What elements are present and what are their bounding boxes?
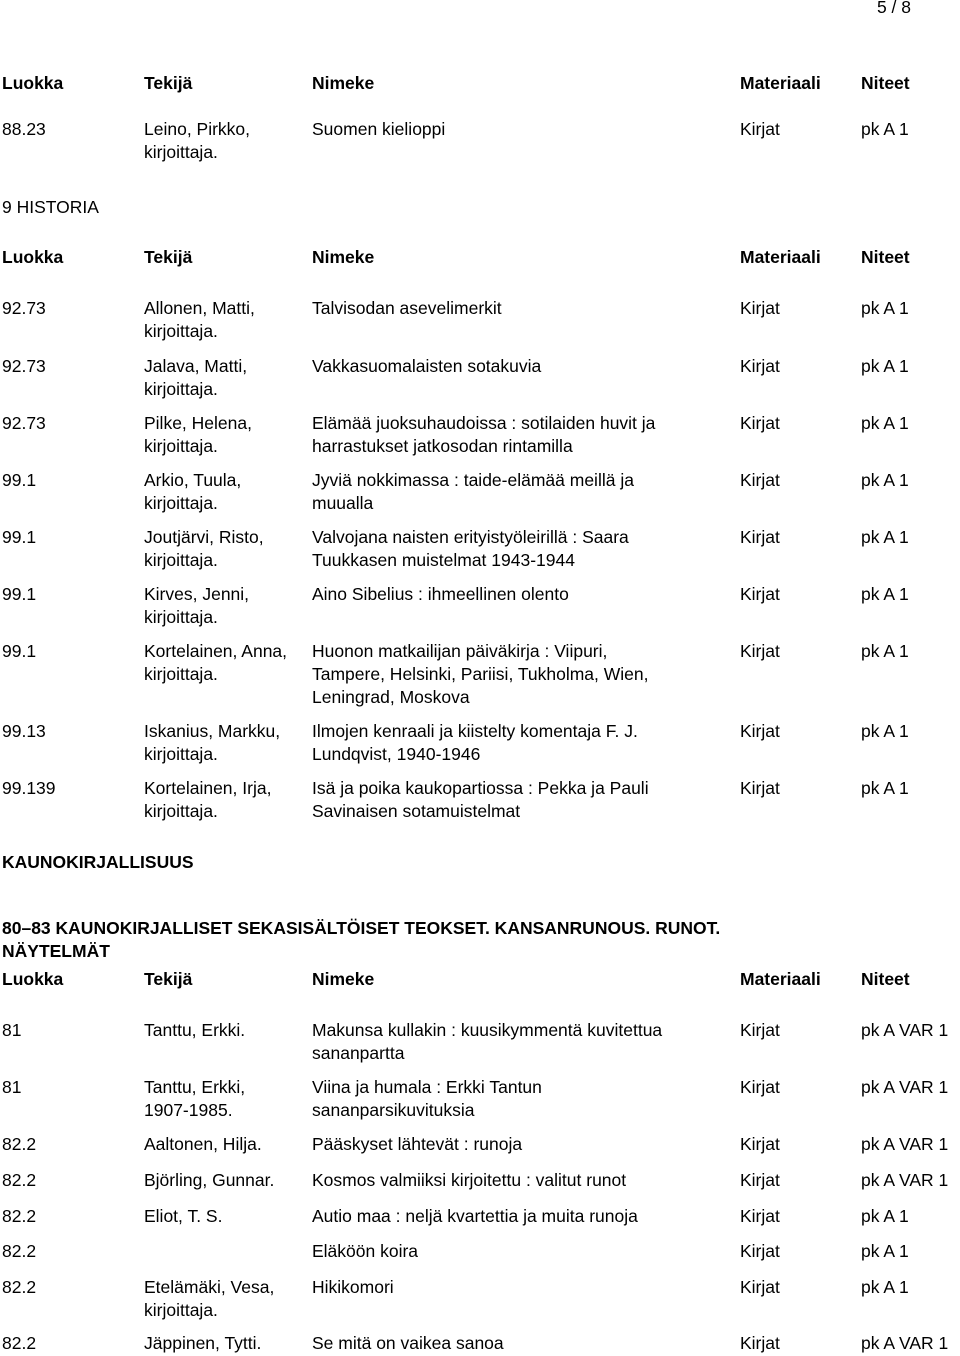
cell-nimeke-line: Tuukkasen muistelmat 1943-1944: [312, 550, 575, 570]
header-tekija: Tekijä: [144, 73, 193, 93]
cell-niteet: pk A 1: [861, 119, 909, 139]
cell-tekija-line: kirjoittaja.: [144, 550, 218, 570]
cell-tekija-line: Björling, Gunnar.: [144, 1170, 275, 1190]
cell-nimeke-line: sananpartta: [312, 1043, 405, 1063]
cell-materiaali: Kirjat: [740, 641, 780, 661]
cell-niteet: pk A 1: [861, 721, 909, 741]
cell-nimeke-line: Viina ja humala : Erkki Tantun: [312, 1077, 542, 1097]
cell-materiaali: Kirjat: [740, 527, 780, 547]
cell-nimeke-line: Suomen kielioppi: [312, 119, 446, 139]
cell-tekija: [144, 1169, 274, 1192]
cell-nimeke-line: Savinaisen sotamuistelmat: [312, 801, 521, 821]
cell-nimeke-line: Tampere, Helsinki, Pariisi, Tukholma, Wien,: [312, 664, 649, 684]
cell-tekija-line: Arkio, Tuula,: [144, 470, 242, 490]
cell-tekija: [144, 1019, 245, 1042]
cell-tekija: [144, 640, 287, 686]
cell-tekija-line: kirjoittaja.: [144, 321, 218, 341]
cell-materiaali: Kirjat: [740, 1170, 780, 1190]
header-tekija: Tekijä: [144, 247, 193, 267]
cell-nimeke: [312, 1019, 662, 1065]
cell-tekija-line: kirjoittaja.: [144, 801, 218, 821]
cell-nimeke: [312, 412, 655, 458]
cell-materiaali: Kirjat: [740, 1277, 780, 1297]
cell-niteet: pk A 1: [861, 1206, 909, 1226]
cell-niteet: pk A 1: [861, 413, 909, 433]
cell-tekija: [144, 583, 249, 629]
cell-nimeke: [312, 469, 634, 515]
cell-nimeke-line: muualla: [312, 493, 374, 513]
cell-nimeke-line: Jyviä nokkimassa : taide-elämää meillä ja: [312, 470, 634, 490]
cell-luokka: 99.1: [2, 584, 37, 604]
header-nimeke: Nimeke: [312, 247, 375, 267]
cell-nimeke: [312, 1133, 522, 1156]
cell-tekija-line: kirjoittaja.: [144, 664, 218, 684]
cell-niteet: pk A 1: [861, 356, 909, 376]
cell-tekija-line: Leino, Pirkko,: [144, 119, 251, 139]
cell-nimeke-line: Lundqvist, 1940-1946: [312, 744, 481, 764]
cell-nimeke-line: Eläköön koira: [312, 1241, 419, 1261]
cell-nimeke-line: Kosmos valmiiksi kirjoitettu : valitut runot: [312, 1170, 627, 1190]
cell-nimeke-line: Hikikomori: [312, 1277, 394, 1297]
cell-niteet: pk A 1: [861, 778, 909, 798]
cell-tekija: [144, 412, 252, 458]
header-luokka: Luokka: [2, 969, 64, 989]
cell-materiaali: Kirjat: [740, 298, 780, 318]
cell-nimeke: [312, 1276, 394, 1299]
page-number: 5 / 8: [876, 0, 911, 17]
cell-luokka: 82.2: [2, 1241, 37, 1261]
cell-niteet: pk A 1: [861, 527, 909, 547]
cell-nimeke-line: sananparsikuvituksia: [312, 1100, 475, 1120]
cell-tekija: [144, 720, 280, 766]
cell-nimeke: [312, 720, 638, 766]
cell-niteet: pk A 1: [861, 641, 909, 661]
cell-nimeke-line: Aino Sibelius : ihmeellinen olento: [312, 584, 569, 604]
cell-niteet: pk A 1: [861, 1277, 909, 1297]
cell-nimeke: [312, 355, 541, 378]
header-materiaali: Materiaali: [740, 969, 821, 989]
cell-tekija: [144, 355, 247, 401]
cell-nimeke-line: Se mitä on vaikea sanoa: [312, 1333, 504, 1353]
cell-nimeke-line: Pääskyset lähtevät : runoja: [312, 1134, 523, 1154]
cell-tekija-line: Jäppinen, Tytti.: [144, 1333, 262, 1353]
cell-luokka: 82.2: [2, 1134, 37, 1154]
cell-nimeke-line: Ilmojen kenraali ja kiistelty komentaja F. J.: [312, 721, 638, 741]
header-luokka: Luokka: [2, 73, 64, 93]
cell-materiaali: Kirjat: [740, 1134, 780, 1154]
cell-materiaali: Kirjat: [740, 1077, 780, 1097]
subsection-title: [2, 917, 902, 963]
cell-nimeke: [312, 1169, 626, 1192]
cell-tekija-line: Eliot, T. S.: [144, 1206, 223, 1226]
cell-tekija-line: kirjoittaja.: [144, 493, 218, 513]
cell-nimeke: [312, 1240, 418, 1263]
header-niteet: Niteet: [861, 247, 910, 267]
cell-tekija: [144, 297, 255, 343]
cell-materiaali: Kirjat: [740, 413, 780, 433]
cell-luokka: 99.13: [2, 721, 46, 741]
cell-nimeke: [312, 583, 569, 606]
cell-tekija-line: Aaltonen, Hilja.: [144, 1134, 262, 1154]
cell-nimeke-line: Valvojana naisten erityistyöleirillä : Saara: [312, 527, 629, 547]
cell-tekija-line: 1907-1985.: [144, 1100, 233, 1120]
cell-nimeke: [312, 640, 649, 709]
cell-materiaali: Kirjat: [740, 1333, 780, 1353]
cell-luokka: 82.2: [2, 1277, 37, 1297]
cell-nimeke-line: Huonon matkailijan päiväkirja : Viipuri,: [312, 641, 608, 661]
cell-tekija-line: Etelämäki, Vesa,: [144, 1277, 275, 1297]
cell-tekija: [144, 777, 271, 823]
cell-nimeke-line: Makunsa kullakin : kuusikymmentä kuvitettua: [312, 1020, 663, 1040]
cell-tekija-line: Jalava, Matti,: [144, 356, 248, 376]
cell-niteet: pk A VAR 1: [861, 1020, 949, 1040]
cell-niteet: pk A VAR 1: [861, 1333, 949, 1353]
cell-niteet: pk A 1: [861, 1241, 909, 1261]
header-tekija: Tekijä: [144, 969, 193, 989]
cell-tekija-line: kirjoittaja.: [144, 1300, 218, 1320]
cell-luokka: 82.2: [2, 1333, 37, 1353]
cell-materiaali: Kirjat: [740, 1206, 780, 1226]
cell-nimeke: [312, 1332, 504, 1355]
cell-materiaali: Kirjat: [740, 470, 780, 490]
cell-luokka: 82.2: [2, 1206, 37, 1226]
cell-niteet: pk A 1: [861, 584, 909, 604]
cell-luokka: 99.1: [2, 527, 37, 547]
cell-luokka: 81: [2, 1020, 22, 1040]
section-title-historia: 9 HISTORIA: [2, 197, 99, 217]
cell-niteet: pk A VAR 1: [861, 1077, 949, 1097]
header-niteet: Niteet: [861, 969, 910, 989]
cell-tekija: [144, 118, 250, 164]
header-luokka: Luokka: [2, 247, 64, 267]
cell-nimeke: [312, 1076, 542, 1122]
cell-tekija-line: kirjoittaja.: [144, 142, 218, 162]
cell-tekija: [144, 469, 241, 515]
cell-luokka: 82.2: [2, 1170, 37, 1190]
cell-materiaali: Kirjat: [740, 1020, 780, 1040]
header-materiaali: Materiaali: [740, 247, 821, 267]
cell-tekija: [144, 1276, 274, 1322]
cell-luokka: 92.73: [2, 356, 46, 376]
section-title-kaunokirjallisuus: KAUNOKIRJALLISUUS: [2, 852, 194, 872]
cell-nimeke-line: harrastukset jatkosodan rintamilla: [312, 436, 573, 456]
cell-tekija: [144, 1133, 262, 1156]
cell-tekija-line: Iskanius, Markku,: [144, 721, 281, 741]
cell-niteet: pk A VAR 1: [861, 1170, 949, 1190]
cell-materiaali: Kirjat: [740, 119, 780, 139]
cell-tekija-line: Kirves, Jenni,: [144, 584, 250, 604]
cell-tekija: [144, 1205, 222, 1228]
cell-nimeke: [312, 526, 629, 572]
cell-nimeke-line: Vakkasuomalaisten sotakuvia: [312, 356, 542, 376]
cell-tekija-line: Tanttu, Erkki.: [144, 1020, 246, 1040]
header-niteet: Niteet: [861, 73, 910, 93]
cell-materiaali: Kirjat: [740, 356, 780, 376]
cell-niteet: pk A 1: [861, 470, 909, 490]
cell-tekija-line: kirjoittaja.: [144, 744, 218, 764]
subsection-title-line2: NÄYTELMÄT: [2, 941, 110, 961]
cell-materiaali: Kirjat: [740, 584, 780, 604]
header-materiaali: Materiaali: [740, 73, 821, 93]
cell-nimeke-line: Isä ja poika kaukopartiossa : Pekka ja Pauli: [312, 778, 649, 798]
cell-tekija-line: Kortelainen, Irja,: [144, 778, 272, 798]
cell-tekija: [144, 1332, 261, 1355]
header-nimeke: Nimeke: [312, 969, 375, 989]
cell-luokka: 99.1: [2, 470, 37, 490]
cell-tekija-line: Allonen, Matti,: [144, 298, 255, 318]
cell-luokka: 99.139: [2, 778, 56, 798]
cell-luokka: 92.73: [2, 298, 46, 318]
cell-nimeke-line: Autio maa : neljä kvartettia ja muita runoja: [312, 1206, 638, 1226]
cell-luokka: 81: [2, 1077, 22, 1097]
cell-tekija-line: kirjoittaja.: [144, 607, 218, 627]
cell-niteet: pk A VAR 1: [861, 1134, 949, 1154]
cell-tekija-line: Tanttu, Erkki,: [144, 1077, 246, 1097]
cell-materiaali: Kirjat: [740, 778, 780, 798]
cell-materiaali: Kirjat: [740, 721, 780, 741]
cell-tekija: [144, 526, 264, 572]
cell-nimeke: [312, 297, 502, 320]
cell-tekija-line: Joutjärvi, Risto,: [144, 527, 264, 547]
cell-nimeke-line: Elämää juoksuhaudoissa : sotilaiden huvit ja: [312, 413, 656, 433]
cell-luokka: 99.1: [2, 641, 37, 661]
cell-tekija-line: kirjoittaja.: [144, 436, 218, 456]
cell-materiaali: Kirjat: [740, 1241, 780, 1261]
cell-luokka: 92.73: [2, 413, 46, 433]
cell-tekija-line: Pilke, Helena,: [144, 413, 252, 433]
cell-niteet: pk A 1: [861, 298, 909, 318]
cell-nimeke-line: Talvisodan asevelimerkit: [312, 298, 502, 318]
cell-luokka: 88.23: [2, 119, 46, 139]
cell-tekija-line: kirjoittaja.: [144, 379, 218, 399]
cell-nimeke: [312, 777, 649, 823]
cell-tekija-line: Kortelainen, Anna,: [144, 641, 288, 661]
cell-nimeke: [312, 118, 445, 141]
subsection-title-line1: 80–83 KAUNOKIRJALLISET SEKASISÄLTÖISET TEOKSET. KANSANRUNOUS. RUNOT.: [2, 918, 721, 938]
header-nimeke: Nimeke: [312, 73, 375, 93]
cell-tekija: [144, 1076, 245, 1122]
cell-nimeke-line: Leningrad, Moskova: [312, 687, 470, 707]
cell-nimeke: [312, 1205, 638, 1228]
